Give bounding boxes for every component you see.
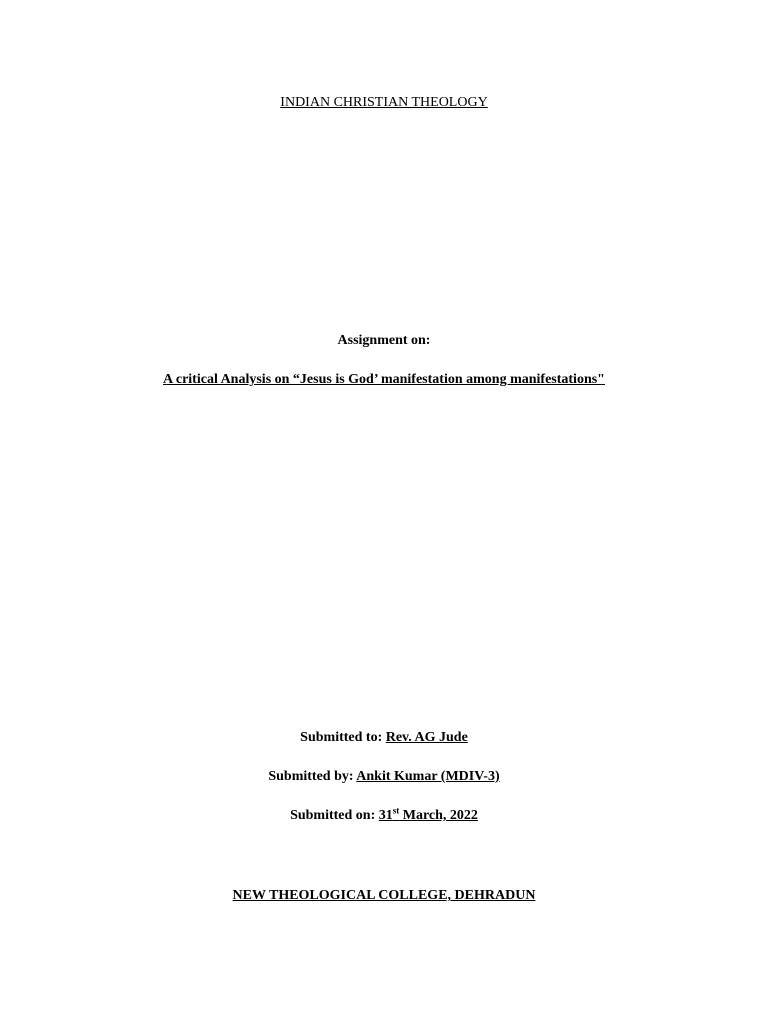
- submitted-to-value: Rev. AG Jude: [385, 730, 468, 745]
- assignment-topic: [0, 371, 768, 389]
- submitted-by-value: Ankit Kumar (MDIV-3): [356, 769, 500, 784]
- submitted-on-day-suffix: st: [392, 805, 400, 816]
- college-name: [0, 887, 768, 905]
- submitted-by-label: Submitted by:: [268, 769, 357, 784]
- submitted-on-day: 31: [378, 808, 393, 823]
- course-title: [0, 94, 768, 112]
- submitted-to-line: [0, 729, 768, 747]
- submitted-to-label: Submitted to:: [300, 730, 386, 745]
- submitted-by-line: [0, 768, 768, 786]
- submitted-on-label: Submitted on:: [290, 808, 379, 823]
- assignment-label-text: Assignment on:: [337, 333, 431, 348]
- submitted-on-month-year: March, 2022: [399, 808, 478, 823]
- submitted-on-line: [0, 807, 768, 825]
- assignment-topic-text: A critical Analysis on “Jesus is God’ manifestation among manifestations": [163, 372, 605, 387]
- course-title-text: INDIAN CHRISTIAN THEOLOGY: [280, 95, 488, 110]
- submitted-on-value: [378, 805, 478, 823]
- college-name-text: NEW THEOLOGICAL COLLEGE, DEHRADUN: [232, 888, 536, 903]
- assignment-label: [0, 332, 768, 350]
